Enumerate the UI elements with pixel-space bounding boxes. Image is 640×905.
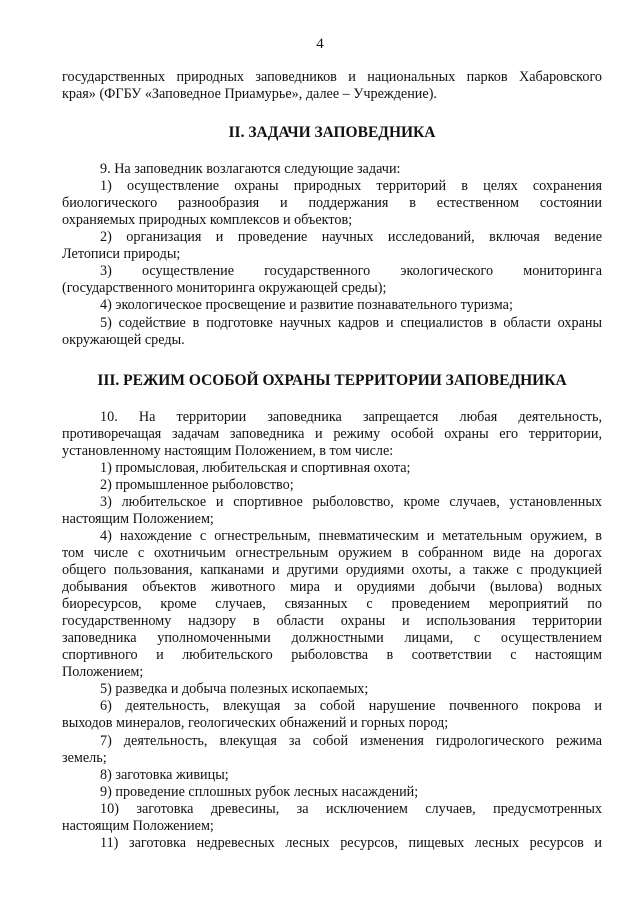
prohibition-item-3 (62, 494, 602, 528)
text-line: охраняемых природных комплексов и объектов; (62, 212, 353, 229)
text-line: настоящим Положением; (62, 510, 214, 527)
text-line: 11) заготовка недревесных лесных ресурсов, пищевых лесных ресурсов и (100, 834, 602, 851)
text-line: (государственного мониторинга окружающей среды); (62, 280, 387, 297)
text-line: государственных природных заповедников и национальных парков Хабаровского (62, 69, 602, 85)
task-item-2 (62, 229, 602, 263)
intro-paragraph (62, 69, 602, 103)
text-line: общего пользования, капканами и другими орудиями охоты, а также с продукцией (62, 562, 602, 579)
prohibition-item-2: 2) промышленное рыболовство; (100, 476, 294, 493)
text-line: 1) осуществление охраны природных территорий в целях сохранения (100, 178, 602, 195)
text-line: земель; (62, 749, 107, 766)
prohibition-item-9: 9) проведение сплошных рубок лесных насаждений; (100, 783, 419, 800)
prohibition-item-8: 8) заготовка живицы; (100, 766, 229, 783)
text-line: заповедника уполномоченными должностными лицами, с осуществлением (62, 630, 602, 647)
text-line: биологического разнообразия и поддержания в естественном состоянии (62, 195, 602, 212)
text-line: 3) осуществление государственного экологического мониторинга (100, 263, 602, 280)
prohibition-item-6 (62, 698, 602, 732)
text-line: установленному настоящим Положением, в том числе: (62, 442, 394, 459)
text-line: края» (ФГБУ «Заповедное Приамурье», далее – Учреждение). (62, 86, 437, 103)
prohibitions-lead (62, 409, 602, 460)
task-item-5 (62, 315, 602, 349)
text-line: 3) любительское и спортивное рыболовство, кроме случаев, установленных (100, 493, 602, 510)
text-line: 10. На территории заповедника запрещается любая деятельность, (100, 408, 602, 425)
text-line: 4) нахождение с огнестрельным, пневматическим и метательным оружием, в (100, 527, 602, 544)
text-line: биоресурсов, кроме случаев, связанных с проведением мероприятий по (62, 596, 602, 613)
text-line: 10) заготовка древесины, за исключением случаев, предусмотренных (100, 800, 602, 817)
document-body (62, 69, 602, 852)
text-line: окружающей среды. (62, 331, 185, 348)
text-line: 2) организация и проведение научных исследований, включая ведение (100, 229, 602, 246)
tasks-lead: 9. На заповедник возлагаются следующие задачи: (100, 161, 401, 178)
section-heading-regime: III. РЕЖИМ ОСОБОЙ ОХРАНЫ ТЕРРИТОРИИ ЗАПОВЕДНИКА (97, 371, 567, 389)
text-line: спортивного и любительского рыболовства в соответствии с настоящим (62, 647, 602, 664)
text-line: противоречащая задачам заповедника и режиму особой охраны его территории, (62, 425, 602, 442)
prohibition-item-5: 5) разведка и добыча полезных ископаемых; (100, 681, 369, 698)
text-line: добывания объектов животного мира и орудиями добычи (вылова) водных (62, 579, 602, 596)
text-line: Положением; (62, 664, 144, 681)
prohibition-item-11 (62, 835, 602, 852)
prohibition-item-1: 1) промысловая, любительская и спортивная охота; (100, 459, 411, 476)
prohibition-item-7 (62, 733, 602, 767)
text-line: 7) деятельность, влекущая за собой изменения гидрологического режима (100, 732, 602, 749)
page-number: 4 (316, 36, 324, 52)
prohibition-item-10 (62, 801, 602, 835)
task-item-3 (62, 263, 602, 297)
text-line: настоящим Положением; (62, 817, 214, 834)
text-line: 5) содействие в подготовке научных кадров и специалистов в области охраны (100, 314, 602, 331)
text-line: том числе с охотничьим огнестрельным оружием в собранном виде на дорогах (62, 544, 602, 561)
task-item-1 (62, 178, 602, 229)
text-line: выходов минералов, геологических обнажений и горных пород; (62, 715, 449, 732)
text-line: государственному надзору в области охраны и использования территории (62, 613, 602, 630)
section-heading-tasks: II. ЗАДАЧИ ЗАПОВЕДНИКА (228, 124, 436, 142)
prohibition-item-4 (62, 528, 602, 681)
text-line: 6) деятельность, влекущая за собой нарушение почвенного покрова и (100, 698, 602, 715)
task-item-4: 4) экологическое просвещение и развитие познавательного туризма; (100, 297, 513, 314)
text-line: Летописи природы; (62, 246, 181, 263)
